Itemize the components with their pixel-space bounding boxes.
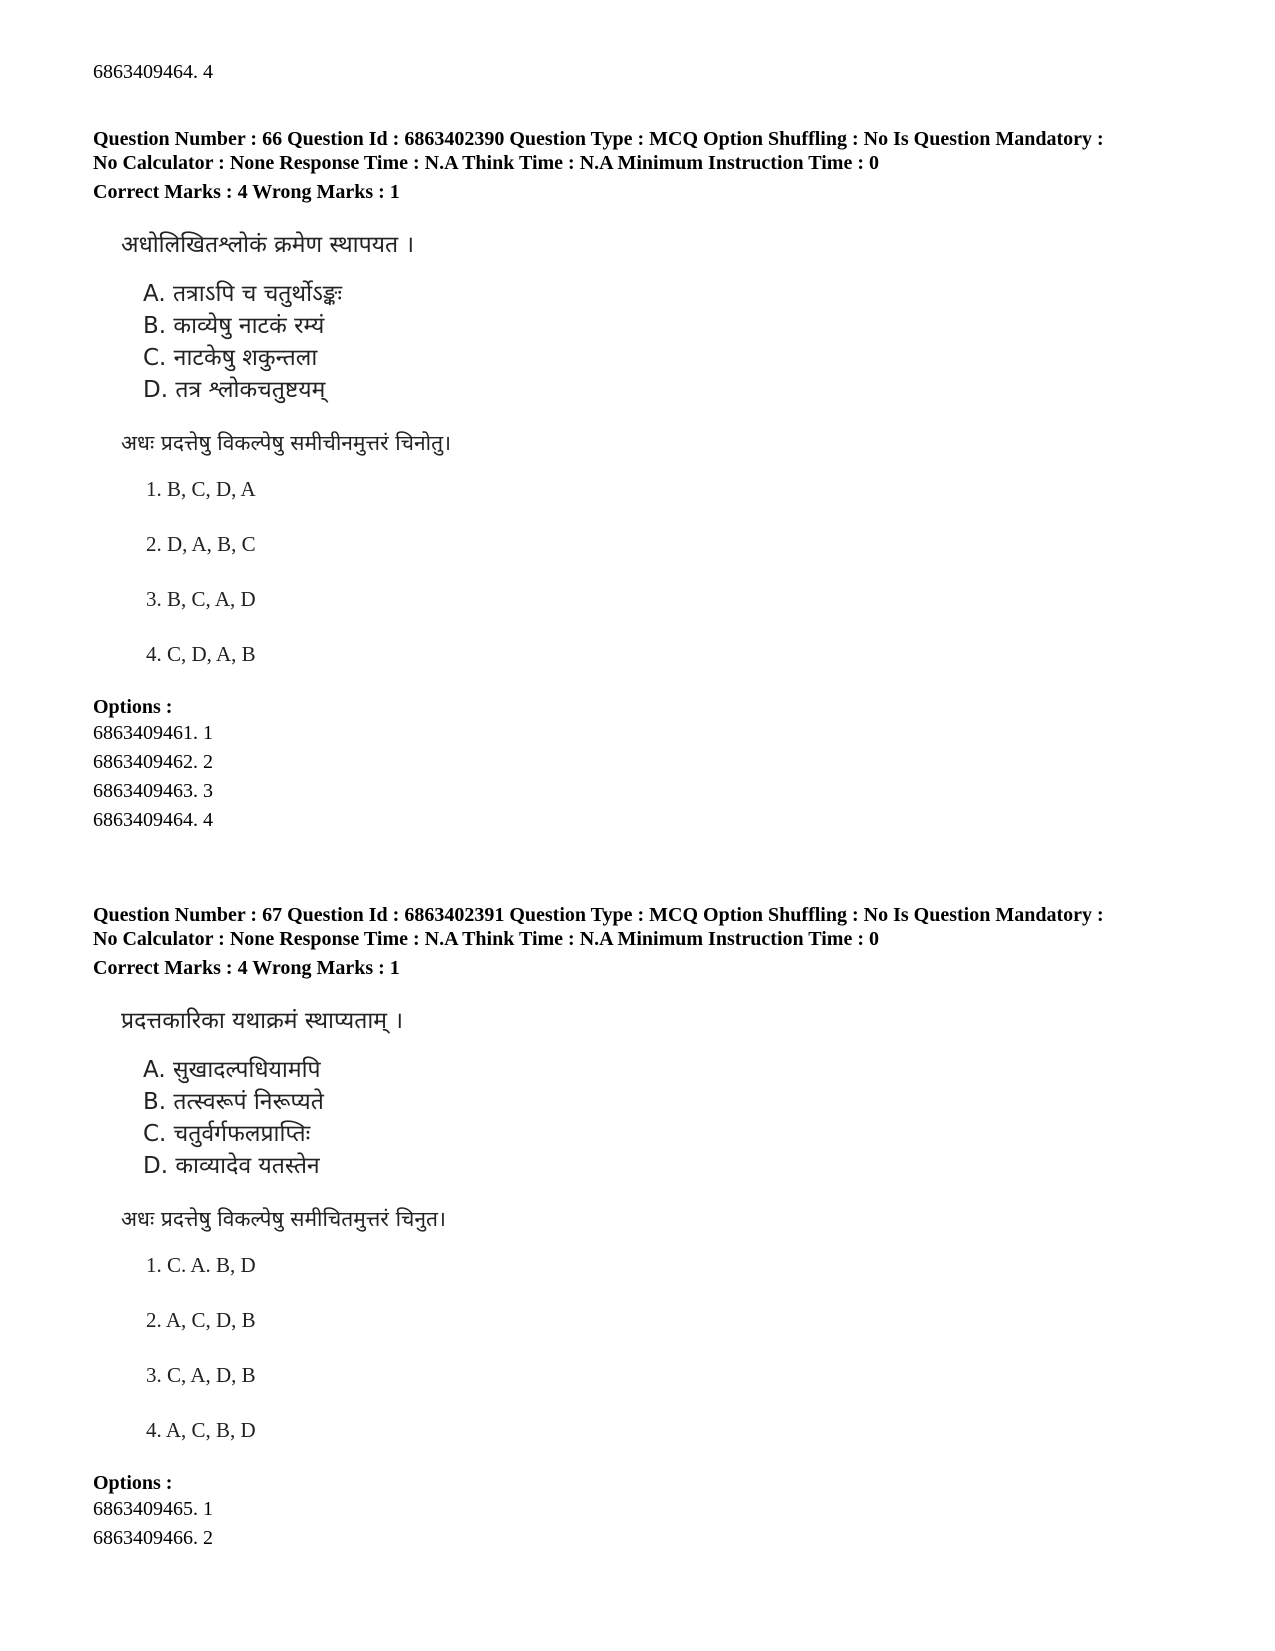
list-item: B. काव्येषु नाटकं रम्यं: [143, 313, 325, 339]
question-instruction: प्रदत्तकारिका यथाक्रमं स्थाप्यताम् ।: [121, 1008, 404, 1034]
option-id-item: 6863409464. 4: [93, 809, 213, 831]
question-block-66: [93, 127, 1213, 835]
question-content: [121, 230, 1213, 667]
meta-line-1: Question Number : 66 Question Id : 6863402390 Question Type : MCQ Option Shuffling : No Is Question Mandatory :: [93, 128, 1104, 150]
list-item: C. नाटकेषु शकुन्तला: [143, 345, 318, 371]
list-item: A. तत्राऽपि च चतुर्थोऽङ्कः: [143, 281, 343, 307]
list-item: C. चतुर्वर्गफलप्राप्तिः: [143, 1121, 311, 1147]
choice-item: 1. B, C, D, A: [146, 477, 256, 501]
marks-line: Correct Marks : 4 Wrong Marks : 1: [93, 957, 400, 979]
list-item: A. सुखादल्पधियामपि: [143, 1057, 321, 1083]
option-id-item: 6863409465. 1: [93, 1498, 213, 1520]
marks-line: Correct Marks : 4 Wrong Marks : 1: [93, 181, 400, 203]
option-id-item: 6863409466. 2: [93, 1527, 213, 1549]
list-item: B. तत्स्वरूपं निरूप्यते: [143, 1089, 324, 1115]
choice-item: 3. B, C, A, D: [146, 587, 256, 611]
choice-item: 2. D, A, B, C: [146, 532, 256, 556]
options-label: Options :: [93, 696, 173, 718]
option-id-item: 6863409462. 2: [93, 751, 213, 773]
question-prompt: अधः प्रदत्तेषु विकल्पेषु समीचीनमुत्तरं चिनोतु।: [121, 431, 452, 455]
meta-line-2: No Calculator : None Response Time : N.A Think Time : N.A Minimum Instruction Time : 0: [93, 152, 879, 174]
question-block-67: [93, 903, 1213, 1553]
question-prompt: अधः प्रदत्तेषु विकल्पेषु समीचितमुत्तरं चिनुत।: [121, 1207, 446, 1231]
option-id-list: [93, 1495, 1213, 1553]
item-list: [143, 278, 1213, 406]
meta-line-1: Question Number : 67 Question Id : 6863402391 Question Type : MCQ Option Shuffling : No Is Question Mandatory :: [93, 904, 1104, 926]
meta-line-2: No Calculator : None Response Time : N.A Think Time : N.A Minimum Instruction Time : 0: [93, 928, 879, 950]
list-item: D. तत्र श्लोकचतुष्टयम्: [143, 377, 326, 403]
choice-item: 4. C, D, A, B: [146, 642, 256, 666]
choice-item: 2. A, C, D, B: [146, 1308, 256, 1332]
choice-list: [146, 476, 1213, 667]
option-id-list: [93, 719, 1213, 835]
item-list: [143, 1054, 1213, 1182]
options-label: Options :: [93, 1472, 173, 1494]
question-content: [121, 1006, 1213, 1443]
choice-item: 3. C, A, D, B: [146, 1363, 256, 1387]
choice-item: 1. C. A. B, D: [146, 1253, 256, 1277]
choice-item: 4. A, C, B, D: [146, 1418, 256, 1442]
list-item: D. काव्यादेव यतस्तेन: [143, 1153, 320, 1179]
choice-list: [146, 1252, 1213, 1443]
previous-option-line: 6863409464. 4: [93, 61, 213, 83]
option-id-item: 6863409461. 1: [93, 722, 213, 744]
question-instruction: अधोलिखितश्लोकं क्रमेण स्थापयत ।: [121, 232, 415, 258]
question-meta: [93, 903, 1213, 980]
question-meta: [93, 127, 1213, 204]
option-id-item: 6863409463. 3: [93, 780, 213, 802]
